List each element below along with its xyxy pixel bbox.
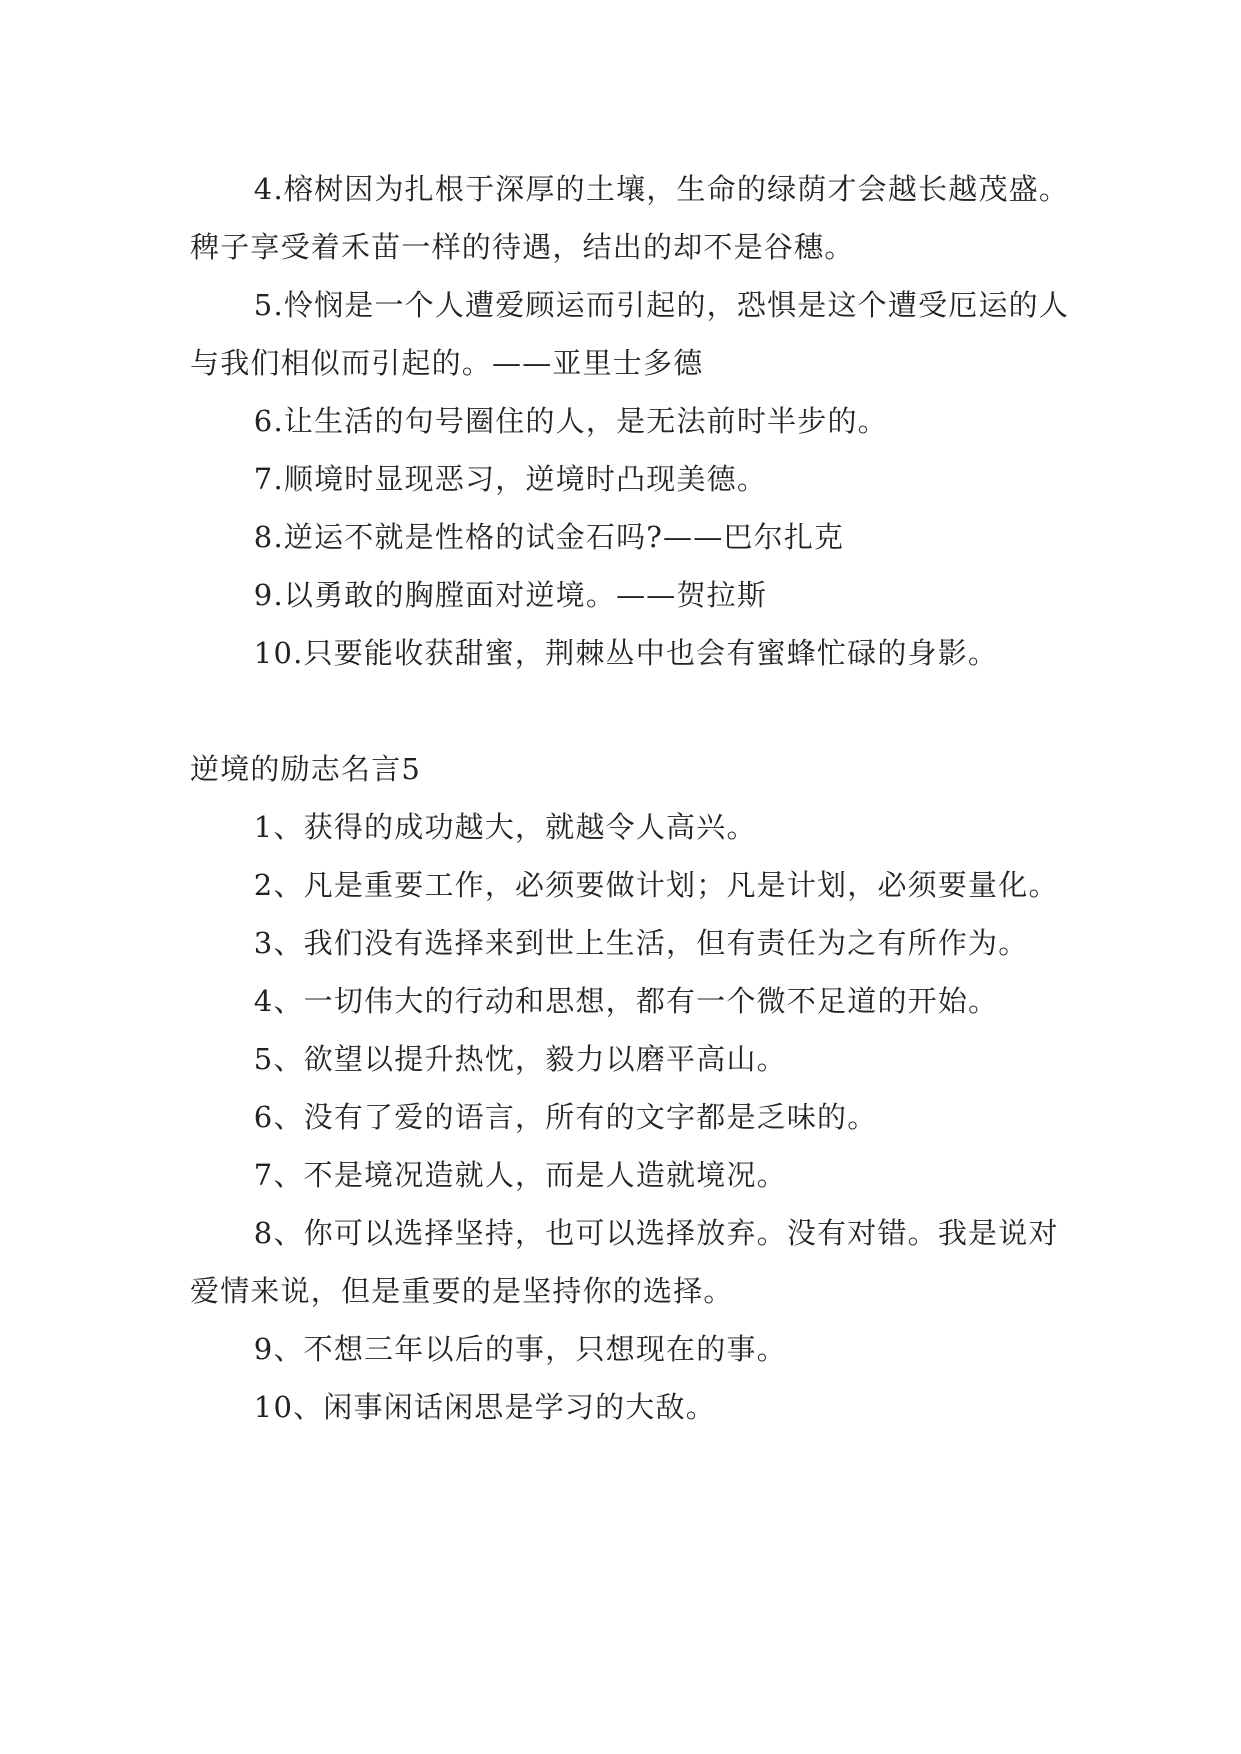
quote-item: 10、闲事闲话闲思是学习的大敌。 (253, 1390, 716, 1424)
quote-item: 6.让生活的句号圈住的人，是无法前时半步的。 (253, 404, 888, 438)
quote-item: 2、凡是重要工作，必须要做计划；凡是计划，必须要量化。 (253, 868, 1059, 902)
quote-item: 7、不是境况造就人，而是人造就境况。 (253, 1158, 787, 1192)
quote-item: 9.以勇敢的胸膛面对逆境。——贺拉斯 (253, 578, 768, 612)
quote-item: 7.顺境时显现恶习，逆境时凸现美德。 (253, 462, 768, 496)
quote-item: 8.逆运不就是性格的试金石吗?——巴尔扎克 (253, 520, 845, 554)
quote-item: 10.只要能收获甜蜜，荆棘丛中也会有蜜蜂忙碌的身影。 (253, 636, 999, 670)
quote-item: 8、你可以选择坚持，也可以选择放弃。没有对错。我是说对爱情来说，但是重要的是坚持你的选择。 (190, 1216, 1059, 1308)
section-gap (190, 682, 1070, 740)
quote-item: 5、欲望以提升热忱，毅力以磨平高山。 (253, 1042, 787, 1076)
section-heading: 逆境的励志名言5 (190, 752, 422, 786)
quote-item: 3、我们没有选择来到世上生活，但有责任为之有所作为。 (253, 926, 1029, 960)
quote-item: 6、没有了爱的语言，所有的文字都是乏味的。 (253, 1100, 878, 1134)
quote-item: 4、一切伟大的行动和思想，都有一个微不足道的开始。 (253, 984, 999, 1018)
quote-item: 1、获得的成功越大，就越令人高兴。 (253, 810, 757, 844)
quote-item: 4.榕树因为扎根于深厚的土壤，生命的绿荫才会越长越茂盛。稗子享受着禾苗一样的待遇，结出的却不是谷穗。 (190, 172, 1070, 264)
quote-item: 9、不想三年以后的事，只想现在的事。 (253, 1332, 787, 1366)
quote-item: 5.怜悯是一个人遭爱顾运而引起的，恐惧是这个遭受厄运的人与我们相似而引起的。——亚里士多德 (190, 288, 1070, 380)
document-body (190, 160, 1070, 1436)
